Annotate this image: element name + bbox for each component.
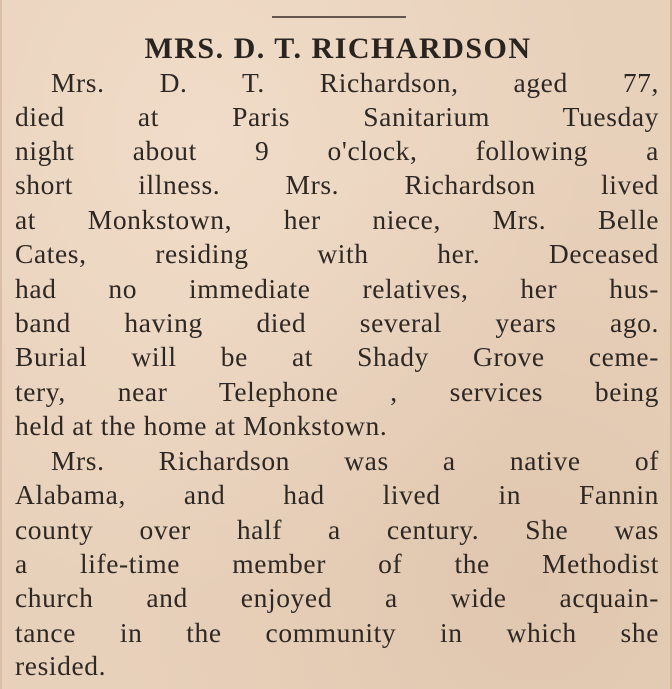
body-line: Alabama, and had lived in Fannin <box>15 479 659 510</box>
body-line: night about 9 o'clock, following a <box>15 135 659 166</box>
body-line: band having died several years ago. <box>15 307 659 338</box>
body-line: Burial will be at Shady Grove ceme- <box>15 341 659 372</box>
body-line: had no immediate relatives, her hus- <box>15 273 659 304</box>
body-line: county over half a century. She was <box>15 514 659 545</box>
body-line: Cates, residing with her. Deceased <box>15 238 659 269</box>
body-line: church and enjoyed a wide acquain- <box>15 582 659 613</box>
body-line: at Monkstown, her niece, Mrs. Belle <box>15 204 659 235</box>
body-line: Mrs. D. T. Richardson, aged 77, <box>51 67 659 98</box>
body-line: a life-time member of the Methodist <box>15 548 659 579</box>
headline: MRS. D. T. RICHARDSON <box>144 32 532 65</box>
body-line: tery, near Telephone , services being <box>15 376 659 407</box>
body-line: short illness. Mrs. Richardson lived <box>15 169 659 200</box>
header-rule <box>272 16 406 18</box>
body-line: died at Paris Sanitarium Tuesday <box>15 101 659 132</box>
body-line: resided. <box>15 650 107 681</box>
body-line: Mrs. Richardson was a native of <box>51 445 659 476</box>
body-line: held at the home at Monkstown. <box>15 410 388 441</box>
body-line: tance in the community in which she <box>15 617 659 648</box>
